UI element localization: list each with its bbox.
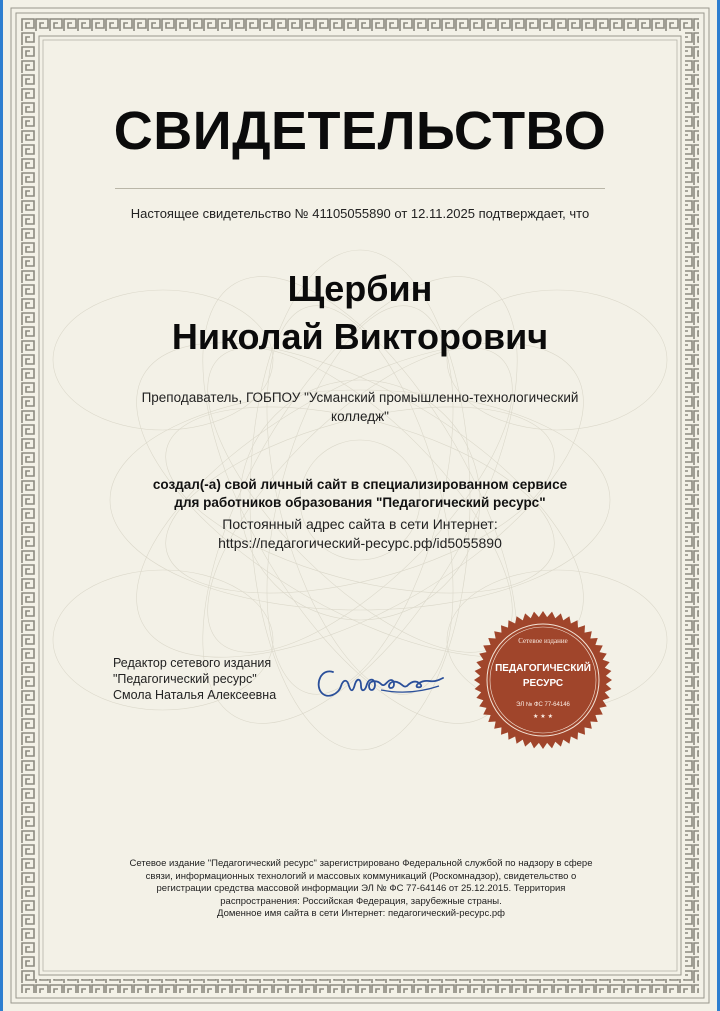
- seal-top-text: Сетевое издание: [518, 637, 568, 645]
- footer-registration: [111, 858, 611, 921]
- editor-title: Редактор сетевого издания: [113, 656, 272, 670]
- footer-line-5: Доменное имя сайта в сети Интернет: педагогический-ресурс.рф: [217, 908, 505, 919]
- seal-stars: ★ ★ ★: [533, 713, 553, 720]
- certificate-title: СВИДЕТЕЛЬСТВО: [113, 101, 607, 161]
- address-label: Постоянный адрес сайта в сети Интернет:: [222, 516, 498, 532]
- editor-publication: "Педагогический ресурс": [113, 672, 257, 686]
- editor-signature: [311, 650, 451, 710]
- seal-title-line-2: РЕСУРС: [522, 678, 564, 689]
- title-divider: [115, 188, 605, 189]
- footer-line-3: регистрации средства массовой информации ЭЛ № ФС 77-64146 от 25.12.2015. Территория: [156, 883, 566, 894]
- seal-registration: ЭЛ № ФС 77-64146: [516, 702, 570, 708]
- editor-block: [113, 655, 313, 703]
- publication-seal: [473, 610, 613, 750]
- certificate-statement: Настоящее свидетельство № 41105055890 от 12.11.2025 подтверждает, что: [130, 206, 590, 221]
- achievement-line-1: создал(-а) свой личный сайт в специализированном сервисе: [152, 477, 568, 492]
- achievement-text: [113, 476, 607, 512]
- achievement-line-2: для работников образования "Педагогический ресурс": [174, 495, 546, 510]
- footer-line-4: распространения: Российская Федерация, зарубежные страны.: [220, 895, 502, 907]
- recipient-given-names: Николай Викторович: [171, 316, 549, 357]
- address-url: https://педагогический-ресурс.рф/id5055890: [218, 535, 502, 551]
- footer-line-1: Сетевое издание "Педагогический ресурс" зарегистрировано Федеральной службой по надзору в сфере: [129, 858, 593, 869]
- editor-name: Смола Наталья Алексеевна: [113, 688, 277, 702]
- certificate-page: [3, 0, 717, 1011]
- recipient-surname: Щербин: [287, 268, 433, 309]
- recipient-position: Преподаватель, ГОБПОУ "Усманский промышленно-технологический колледж": [141, 390, 579, 424]
- seal-title-line-1: ПЕДАГОГИЧЕСКИЙ: [495, 663, 591, 674]
- footer-line-2: связи, информационных технологий и массовых коммуникаций (Роскомнадзор), свидетельство о: [145, 870, 577, 882]
